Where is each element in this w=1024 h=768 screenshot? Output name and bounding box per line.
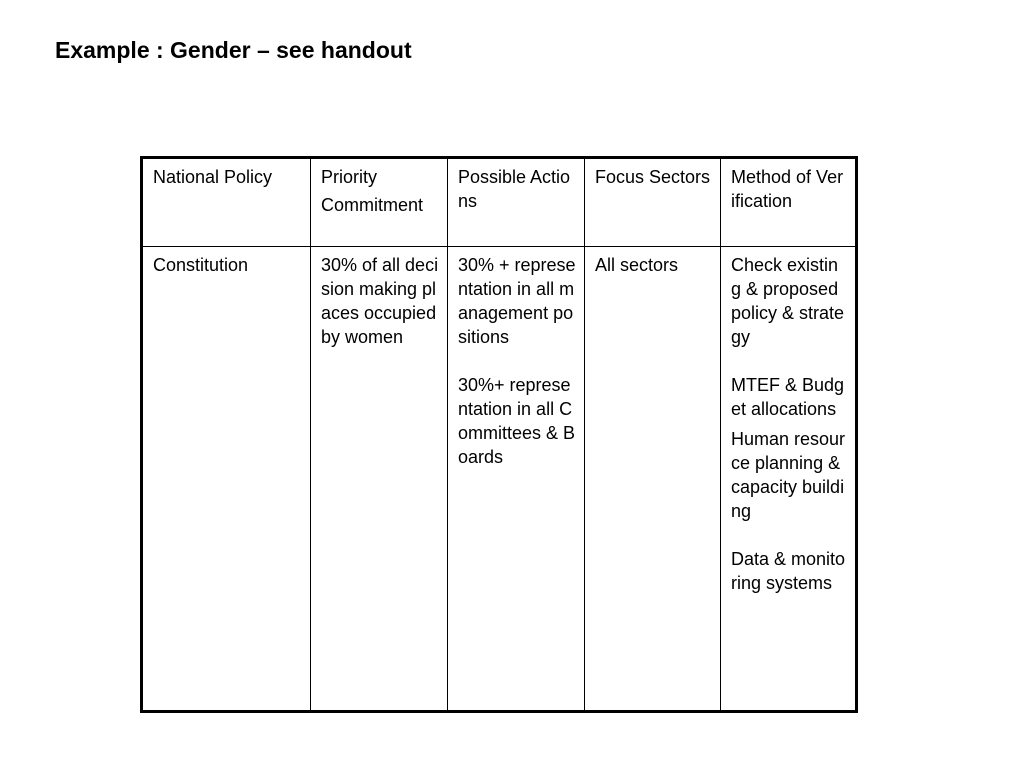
header-priority-line2: Commitment bbox=[321, 195, 424, 215]
verification-item: MTEF & Budget allocations bbox=[731, 375, 845, 419]
action-item: 30%+ representation in all Committees & Boards bbox=[458, 375, 576, 467]
cell-national-policy: Constitution bbox=[142, 247, 311, 712]
cell-possible-actions bbox=[448, 247, 585, 712]
table-header-row bbox=[142, 158, 857, 247]
verification-item: Data & monitoring systems bbox=[731, 549, 846, 593]
header-possible-actions: Possible Actions bbox=[448, 158, 585, 247]
header-priority-commitment bbox=[311, 158, 448, 247]
header-priority-line1: Priority bbox=[321, 167, 378, 187]
cell-priority-commitment: 30% of all decision making places occupied by women bbox=[311, 247, 448, 712]
cell-method-of-verification bbox=[721, 247, 857, 712]
action-item: 30% + representation in all management positions bbox=[458, 255, 576, 347]
header-national-policy: National Policy bbox=[142, 158, 311, 247]
policy-table bbox=[140, 156, 858, 713]
cell-focus-sectors: All sectors bbox=[585, 247, 721, 712]
verification-item: Human resource planning & capacity building bbox=[731, 429, 846, 521]
slide-title: Example : Gender – see handout bbox=[55, 37, 412, 63]
header-method-of-verification: Method of Verification bbox=[721, 158, 857, 247]
verification-item: Check existing & proposed policy & strategy bbox=[731, 255, 845, 347]
header-focus-sectors: Focus Sectors bbox=[585, 158, 721, 247]
table-row bbox=[142, 247, 857, 712]
